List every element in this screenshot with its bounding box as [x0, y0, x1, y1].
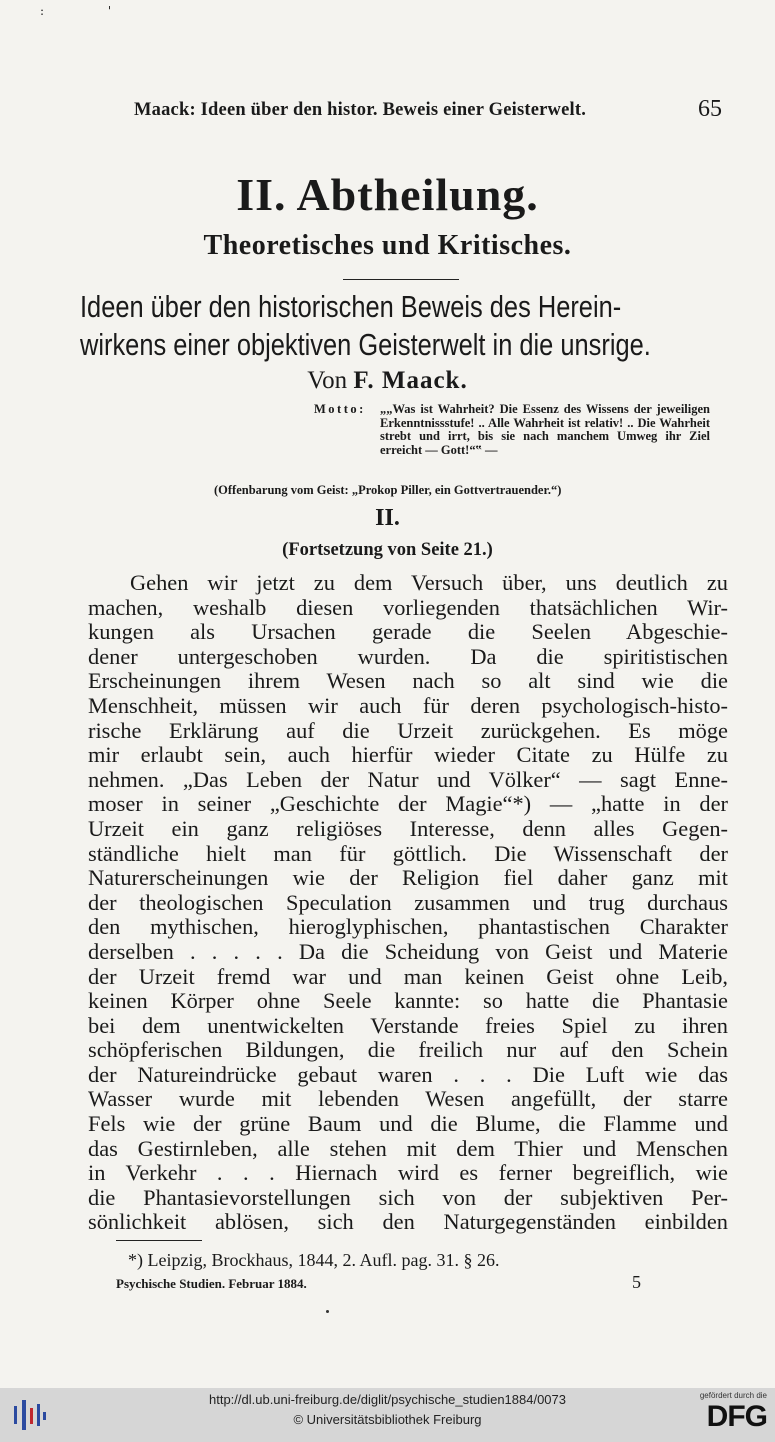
- print-mark: [326, 1310, 329, 1313]
- body-line: Urzeit ein ganz religiöses Interesse, denn alles Gegen-: [88, 815, 728, 841]
- body-line: mir erlaubt sein, auch hierfür wieder Citate zu Hülfe zu: [88, 742, 728, 768]
- body-line: rische Erklärung auf die Urzeit zurückgehen. Es möge: [88, 717, 728, 743]
- running-head: [134, 98, 724, 126]
- body-line: moser in seiner „Geschichte der Magie“*) — „hatte in der: [88, 791, 728, 817]
- footnote: *) Leipzig, Brockhaus, 1844, 2. Aufl. pag. 31. § 26.: [128, 1250, 500, 1270]
- part-title: II. Abtheilung.: [236, 169, 539, 220]
- body-line: keinen Körper ohne Seele kannte: so hatte die Phantasie: [88, 988, 728, 1014]
- article-title-line: wirkens einer objektiven Geisterwelt in die unsrige.: [80, 327, 651, 362]
- copyright-notice: © Universitätsbibliothek Freiburg: [293, 1412, 482, 1427]
- journal-signature: Psychische Studien. Februar 1884.: [116, 1276, 307, 1291]
- motto-label: Motto:: [314, 402, 366, 416]
- body-line: den mythischen, hieroglyphischen, phantastischen Charakter: [88, 914, 728, 940]
- body-line: der Natureindrücke gebaut waren . . . Die Luft wie das: [88, 1061, 728, 1087]
- body-line: Erscheinungen ihrem Wesen nach so alt sind wie die: [88, 668, 728, 694]
- page-number: 65: [698, 96, 722, 122]
- author-prefix: Von: [307, 367, 348, 394]
- running-head-title: Maack: Ideen über den histor. Beweis einer Geisterwelt.: [134, 100, 587, 120]
- body-line: Menschheit, müssen wir auch für deren psychologisch-histo-: [88, 692, 728, 718]
- body-line: nehmen. „Das Leben der Natur und Völker“ — sagt Enne-: [88, 766, 728, 792]
- dfg-logo[interactable]: DFG: [706, 1400, 767, 1433]
- body-line: ständliche hielt man für göttlich. Die Wissenschaft der: [88, 840, 728, 866]
- body-line: machen, weshalb diesen vorliegenden thatsächlichen Wir-: [88, 594, 728, 620]
- author-name: F. Maack.: [353, 367, 468, 394]
- article-title: [80, 288, 732, 364]
- sheet-number: 5: [632, 1272, 641, 1292]
- author-line: [0, 367, 775, 395]
- body-line: das Gestirnleben, alle stehen mit dem Thier und Menschen: [88, 1135, 728, 1161]
- article-title-line: Ideen über den historischen Beweis des Herein-: [80, 289, 622, 324]
- body-line: Fels wie der grüne Baum und die Blume, die Flamme und: [88, 1111, 728, 1137]
- body-text: [88, 571, 728, 1235]
- section-number: II.: [375, 505, 400, 531]
- continuation-note: (Fortsetzung von Seite 21.): [282, 540, 493, 560]
- body-line: sönlichkeit ablösen, sich den Naturgegenständen einbilden: [88, 1209, 728, 1235]
- footnote-divider: [116, 1240, 202, 1241]
- motto-text: „„Was ist Wahrheit? Die Essenz des Wissens der jeweiligen Erkenntnissstufe! .. Alle Wahrheit ist relativ! .. Die Wahrheit strebt und irrt, bis sie nach manchem Umweg ihr Ziel erreicht — Gott!“‟ —: [380, 402, 710, 457]
- corner-marks: : ': [40, 4, 142, 18]
- body-line: dener untergeschoben wurden. Da die spiritistischen: [88, 643, 728, 669]
- title-divider: [343, 279, 459, 280]
- body-line: in Verkehr . . . Hiernach wird es ferner begreiflich, wie: [88, 1160, 728, 1186]
- body-line: Wasser wurde mit lebenden Wesen angefüllt, der starre: [88, 1086, 728, 1112]
- body-line: der Urzeit fremd war und man keinen Geist ohne Leib,: [88, 963, 728, 989]
- source-url-link[interactable]: http://dl.ub.uni-freiburg.de/diglit/psychische_studien1884/0073: [208, 1392, 567, 1407]
- signature-line: [116, 1274, 641, 1294]
- body-line: kungen als Ursachen gerade die Seelen Abgeschie-: [88, 619, 728, 645]
- part-subtitle: Theoretisches und Kritisches.: [203, 230, 572, 261]
- body-line: die Phantasievorstellungen sich von der subjektiven Per-: [88, 1184, 728, 1210]
- body-line: bei dem unentwickelten Verstande freies Spiel zu ihren: [88, 1012, 728, 1038]
- body-line: Gehen wir jetzt zu dem Versuch über, uns deutlich zu: [130, 570, 728, 595]
- body-line: derselben . . . . . Da die Scheidung von Geist und Materie: [88, 938, 728, 964]
- body-line: schöpferischen Bildungen, die freilich nur auf den Schein: [88, 1037, 728, 1063]
- viewer-footer: [0, 1388, 775, 1442]
- motto-source: (Offenbarung vom Geist: „Prokop Piller, ein Gottvertrauender.“): [214, 483, 562, 497]
- body-line: der theologischen Speculation zusammen und trug durchaus: [88, 889, 728, 915]
- body-line: Naturerscheinungen wie der Religion fiel daher ganz mit: [88, 865, 728, 891]
- dfg-caption: gefördert durch die: [699, 1391, 767, 1400]
